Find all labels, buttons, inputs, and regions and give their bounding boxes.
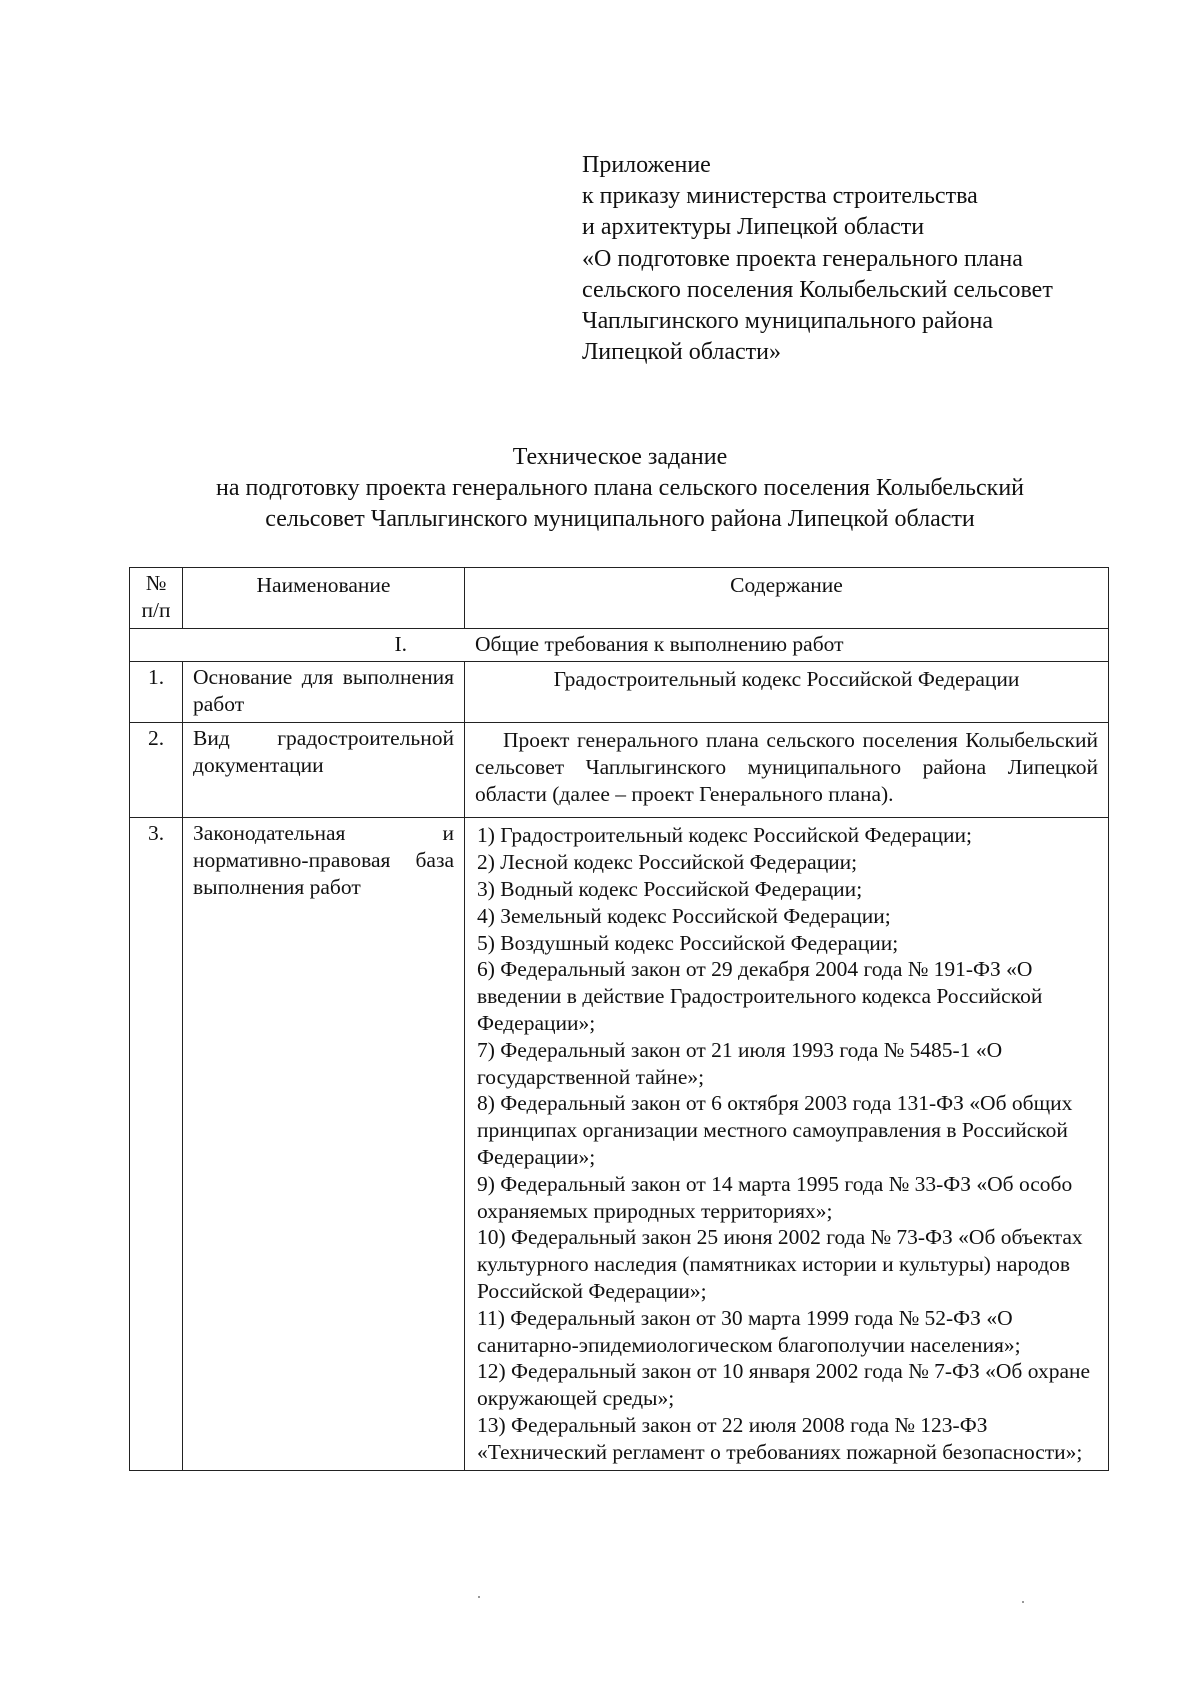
- header-number: [130, 568, 183, 629]
- list-item: 9) Федеральный закон от 14 марта 1995 года № 33-ФЗ «Об особо охраняемых природных территориях»;: [477, 1171, 1073, 1223]
- scan-speck: [1022, 1601, 1024, 1603]
- list-item: 8) Федеральный закон от 6 октября 2003 года 131-ФЗ «Об общих принципах организации местного самоуправления в Российской Федерации»;: [477, 1091, 1073, 1169]
- row-number: 3.: [130, 818, 183, 1470]
- row-content: [465, 722, 1109, 817]
- title-line: сельсовет Чаплыгинского муниципального района Липецкой области: [265, 506, 975, 532]
- header-name: Наименование: [183, 568, 465, 629]
- row-name: [183, 818, 465, 1470]
- row-content-text: Проект генерального плана сельского поселения Колыбельский сельсовет Чаплыгинского муниципального района Липецкой области (далее – проект Генерального плана).: [475, 727, 1098, 806]
- appendix-line: к приказу министерства строительства: [582, 183, 978, 210]
- list-item: 5) Воздушный кодекс Российской Федерации;: [477, 930, 899, 955]
- header-number-sign: №: [145, 571, 167, 595]
- list-item: 1) Градостроительный кодекс Российской Федерации;: [477, 823, 973, 848]
- section-row: [130, 628, 1109, 662]
- row-name-text: Основание для выполнения работ: [193, 665, 454, 717]
- list-item: 11) Федеральный закон от 30 марта 1999 года № 52-ФЗ «О санитарно-эпидемиологическом благополучии населения»;: [477, 1305, 1021, 1357]
- row-name-text: Законодательная и нормативно-правовая база выполнения работ: [193, 821, 454, 899]
- appendix-line: и архитектуры Липецкой области: [582, 214, 925, 241]
- title-line: Техническое задание: [512, 444, 728, 470]
- header-number-pp: п/п: [141, 597, 171, 622]
- list-item: 7) Федеральный закон от 21 июля 1993 года № 5485-1 «О государственной тайне»;: [477, 1037, 1003, 1089]
- section-title: Общие требования к выполнению работ: [475, 631, 844, 656]
- list-item: 10) Федеральный закон 25 июня 2002 года № 73-ФЗ «Об объектах культурного наследия (памятниках истории и культуры) народов Российской Федерации»;: [477, 1225, 1083, 1303]
- list-item: 13) Федеральный закон от 22 июля 2008 года № 123-ФЗ «Технический регламент о требованиях пожарной безопасности»;: [477, 1412, 1083, 1464]
- scan-speck: [478, 1596, 480, 1598]
- list-item: 12) Федеральный закон от 10 января 2002 года № 7-ФЗ «Об охране окружающей среды»;: [477, 1359, 1091, 1411]
- header-content: Содержание: [465, 568, 1109, 629]
- row-number: 1.: [130, 662, 183, 723]
- row-name: [183, 722, 465, 817]
- list-item: 2) Лесной кодекс Российской Федерации;: [477, 850, 858, 875]
- section-title-cell: [130, 628, 1109, 662]
- appendix-line: «О подготовке проекта генерального плана: [582, 245, 1023, 272]
- table-row: [130, 722, 1109, 817]
- list-item: 6) Федеральный закон от 29 декабря 2004 года № 191-ФЗ «О введении в действие Градостроительного кодекса Российской Федерации»;: [477, 957, 1043, 1035]
- appendix-line: Приложение: [582, 152, 711, 178]
- list-item: 4) Земельный кодекс Российской Федерации;: [477, 903, 891, 928]
- list-item: 3) Водный кодекс Российской Федерации;: [477, 876, 863, 901]
- row-name: [183, 662, 465, 723]
- appendix-line: Липецкой области»: [582, 339, 781, 366]
- specification-table: [129, 567, 1109, 1471]
- table-row: [130, 818, 1109, 1470]
- row-content: Градостроительный кодекс Российской Федерации: [465, 662, 1109, 723]
- title-line: на подготовку проекта генерального плана сельского поселения Колыбельский: [215, 475, 1025, 501]
- document-title: [130, 442, 1110, 535]
- row-name-text: Вид градостроительной документации: [193, 725, 454, 777]
- appendix-line: Чаплыгинского муниципального района: [582, 308, 994, 335]
- table-header-row: [130, 568, 1109, 629]
- appendix-line: сельского поселения Колыбельский сельсовет: [582, 276, 1053, 303]
- table-row: [130, 662, 1109, 723]
- appendix-header: [582, 150, 1053, 368]
- section-number: I.: [394, 631, 408, 656]
- row-number: 2.: [130, 722, 183, 817]
- row-content-list: [465, 818, 1109, 1470]
